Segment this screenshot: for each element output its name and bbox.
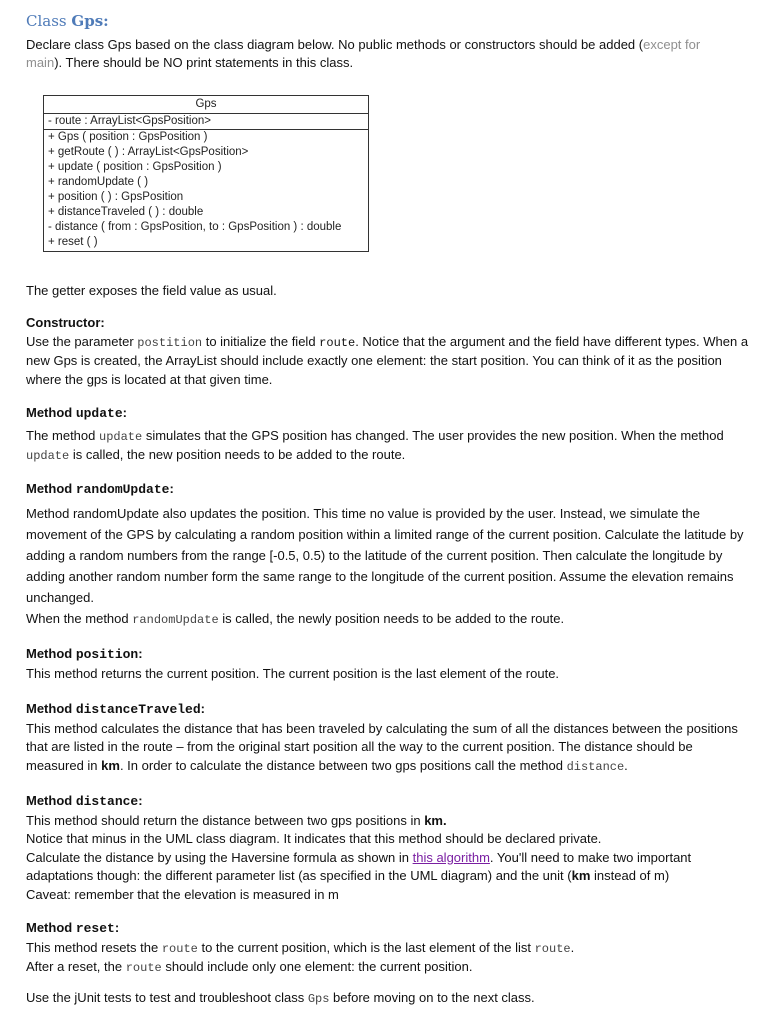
- text: This method resets the: [26, 939, 162, 955]
- uml-method: - distance ( from : GpsPosition, to : GpsPosition ) : double: [48, 221, 342, 233]
- code: route: [161, 941, 198, 956]
- text: . Notice that the argument and the field have different types. When a new Gps is created, the ArrayList should include exactly one element: the start position. You can think of it as the position where the gps is located at that given time.: [26, 333, 749, 387]
- update-text: [26, 427, 751, 466]
- uml-field: - route : ArrayList<GpsPosition>: [48, 115, 211, 127]
- assignment-page: [26, 12, 751, 1006]
- text: to initialize the field: [202, 333, 320, 349]
- code: update: [75, 406, 123, 421]
- bold-text: km: [571, 868, 591, 883]
- text: before moving on to the next class.: [329, 990, 535, 1005]
- distance-line-4: Caveat: remember that the elevation is measured in m: [26, 886, 339, 902]
- text: instead of m): [590, 868, 670, 883]
- text: Calculate the distance by using the Haversine formula as shown in: [26, 849, 413, 865]
- distance-traveled-section: [26, 700, 751, 776]
- text: Use the parameter: [26, 333, 138, 349]
- uml-method: + position ( ) : GpsPosition: [48, 191, 184, 203]
- text: :: [138, 793, 143, 808]
- text: This method calculates the distance that has been traveled by calculating the sum of all the distances between the positions that are listed in the route – from the original start position all the way to the current position. The distance should be measured in: [26, 720, 738, 773]
- text: :: [169, 481, 174, 496]
- text: This method should return the distance between two gps positions in: [26, 812, 425, 828]
- code: distance: [566, 759, 625, 774]
- reset-line-1: [26, 939, 751, 959]
- text: When the method: [26, 610, 133, 626]
- position-section: [26, 645, 751, 683]
- random-update-heading: [26, 480, 751, 500]
- text: Method randomUpdate also updates the position. This time no value is provided by the user. Instead, we simulate the movement of the GPS by calculating a random position within a limited range of the current position. Calculate the latitude by adding a random numbers from the range [-0.5, 0.5) to the latitude of the current position. Then calculate the longitude by adding another random number form the same range to the longitude of the current position. Assume the elevation remains unchanged.: [26, 505, 744, 605]
- distance-traveled-heading: [26, 700, 751, 720]
- code: randomUpdate: [132, 612, 219, 627]
- update-section: [26, 404, 751, 466]
- random-update-section: [26, 480, 751, 631]
- code: route: [319, 335, 356, 350]
- uml-fields: [44, 114, 368, 130]
- distance-line-2: Notice that minus in the UML class diagram. It indicates that this method should be declared private.: [26, 831, 602, 846]
- getter-section: [26, 282, 751, 301]
- intro-text-2: ). There should be NO print statements in this class.: [54, 55, 354, 70]
- text: . You'll need to make two important adaptations though: the different parameter list (as specified in the UML diagram) and the unit (: [26, 849, 692, 883]
- uml-method: + update ( position : GpsPosition ): [48, 161, 222, 173]
- text: .: [624, 757, 628, 773]
- uml-methods: [44, 130, 368, 251]
- text: Method: [26, 793, 76, 808]
- bold-text: km: [101, 757, 120, 773]
- text: Method: [26, 920, 76, 935]
- text: :: [138, 646, 143, 661]
- uml-method: + reset ( ): [48, 236, 98, 248]
- code: route: [125, 961, 162, 975]
- page-title: [26, 12, 751, 31]
- text: Method: [26, 701, 76, 716]
- intro-text-1: Declare class Gps based on the class diagram below. No public methods or constructors should be added (: [26, 36, 644, 52]
- text: to the current position, which is the last element of the list: [197, 939, 535, 955]
- reset-line-2: [26, 958, 751, 978]
- uml-method: + Gps ( position : GpsPosition ): [48, 131, 208, 143]
- title-prefix: Class: [26, 12, 72, 30]
- text: :: [122, 405, 127, 420]
- footer-section: [26, 989, 751, 1009]
- code: route: [534, 941, 571, 956]
- distance-section: [26, 792, 751, 904]
- title-class: Gps:: [71, 12, 109, 30]
- code: update: [99, 429, 143, 444]
- code: distanceTraveled: [75, 702, 201, 717]
- uml-class-diagram: [43, 95, 369, 252]
- constructor-heading: Constructor:: [26, 315, 105, 330]
- distance-line-3: [26, 849, 751, 886]
- intro-paragraph: [26, 36, 726, 73]
- text: :: [200, 701, 205, 716]
- getter-text: The getter exposes the field value as usual.: [26, 283, 277, 298]
- update-heading: [26, 404, 751, 424]
- text: is called, the newly position needs to be added to the route.: [218, 610, 565, 626]
- distance-heading: [26, 792, 751, 812]
- text: Use the jUnit tests to test and troubleshoot class: [26, 990, 308, 1005]
- algorithm-link[interactable]: this algorithm: [412, 849, 490, 865]
- text: :: [114, 920, 120, 935]
- code: update: [26, 449, 70, 463]
- footer-text: [26, 989, 751, 1009]
- text: Method: [26, 405, 76, 420]
- uml-class-name: Gps: [44, 96, 368, 114]
- intro-except-text: except for main: [26, 36, 701, 70]
- uml-method: + getRoute ( ) : ArrayList<GpsPosition>: [48, 146, 249, 158]
- position-heading: [26, 645, 751, 665]
- constructor-text: [26, 333, 751, 390]
- text: is called, the new position needs to be added to the route.: [69, 447, 406, 462]
- uml-method: + randomUpdate ( ): [48, 176, 149, 188]
- uml-method: + distanceTraveled ( ) : double: [48, 206, 204, 218]
- distance-traveled-text: [26, 720, 751, 777]
- code: reset: [75, 921, 115, 936]
- text: After a reset, the: [26, 959, 126, 974]
- random-update-text: [26, 503, 751, 631]
- reset-heading: [26, 919, 751, 939]
- text: .: [570, 939, 575, 955]
- code: position: [75, 647, 139, 662]
- text: should include only one element: the current position.: [161, 959, 473, 974]
- code: randomUpdate: [75, 482, 170, 497]
- position-text: This method returns the current position. The current position is the last element of the route.: [26, 665, 560, 681]
- text: Method: [26, 481, 76, 496]
- code: postition: [137, 335, 203, 350]
- bold-text: km.: [424, 812, 447, 828]
- code: Gps: [307, 992, 330, 1006]
- text: The method: [26, 427, 99, 443]
- text: Method: [26, 646, 76, 661]
- reset-section: [26, 919, 751, 978]
- distance-line-1: [26, 812, 751, 831]
- text: . In order to calculate the distance between two gps positions call the method: [119, 757, 567, 773]
- constructor-section: [26, 314, 751, 389]
- code: distance: [75, 794, 139, 809]
- text: simulates that the GPS position has changed. The user provides the new position. When the method: [142, 427, 724, 443]
